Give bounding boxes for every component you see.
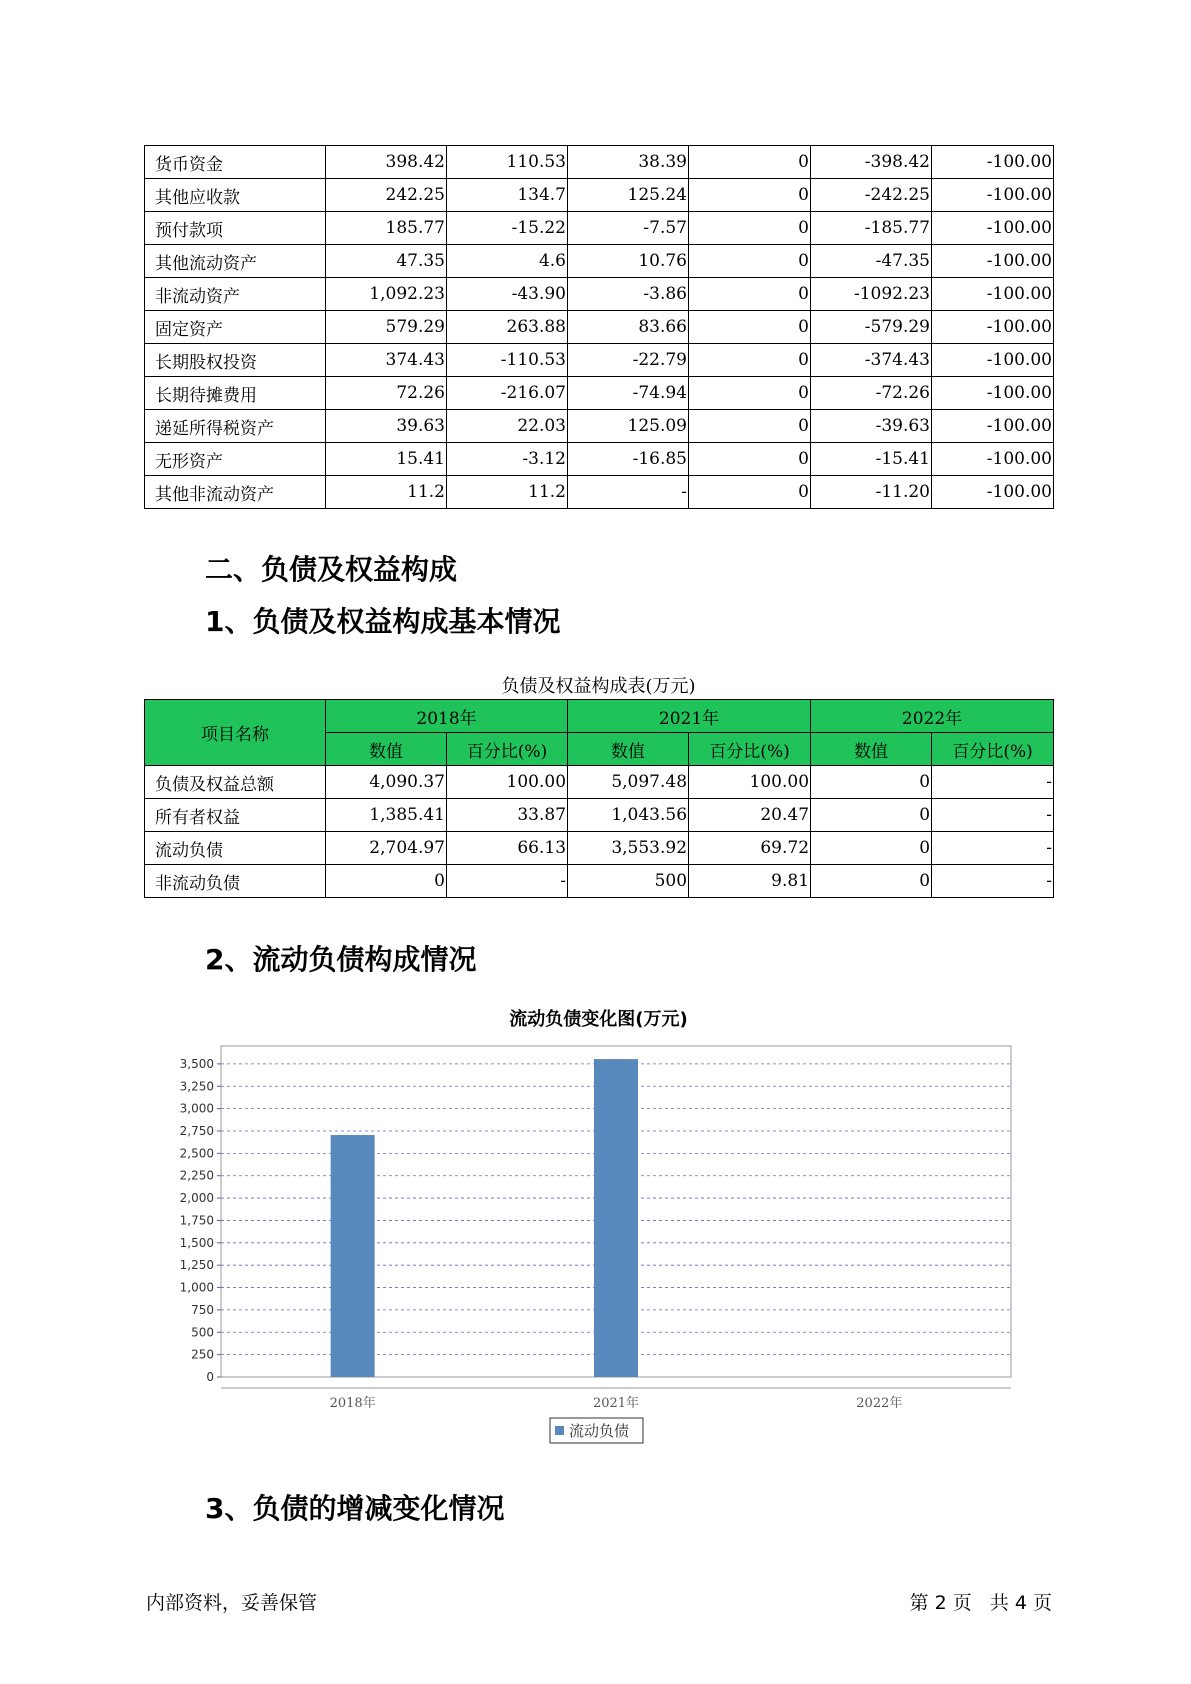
row-label: 其他流动资产: [145, 245, 326, 278]
bar-2021年: [594, 1059, 638, 1377]
cell-value: 1,092.23: [326, 278, 447, 311]
cell-value: 0: [689, 278, 811, 311]
cell-value: 185.77: [326, 212, 447, 245]
cell-value: -3.12: [447, 443, 568, 476]
cell-value: 0: [811, 865, 932, 898]
cell-value: 263.88: [447, 311, 568, 344]
cell-value: 5,097.48: [568, 766, 689, 799]
cell-value: -100.00: [932, 377, 1054, 410]
row-label: 流动负债: [145, 832, 326, 865]
cell-value: 10.76: [568, 245, 689, 278]
header-item-name: 项目名称: [145, 700, 326, 766]
cell-value: 100.00: [447, 766, 568, 799]
row-label: 负债及权益总额: [145, 766, 326, 799]
cell-value: -72.26: [811, 377, 932, 410]
cell-value: -100.00: [932, 278, 1054, 311]
cell-value: 0: [689, 410, 811, 443]
cell-value: -579.29: [811, 311, 932, 344]
cell-value: 39.63: [326, 410, 447, 443]
cell-value: 100.00: [689, 766, 811, 799]
cell-value: 579.29: [326, 311, 447, 344]
x-tick-label: 2021年: [592, 1396, 640, 1411]
cell-value: 1,043.56: [568, 799, 689, 832]
cell-value: -1092.23: [811, 278, 932, 311]
y-tick-label: 500: [191, 1325, 214, 1340]
legend-swatch: [555, 1426, 564, 1435]
cell-value: -11.20: [811, 476, 932, 509]
y-tick-label: 2,500: [179, 1146, 214, 1161]
row-label: 长期待摊费用: [145, 377, 326, 410]
cell-value: -100.00: [932, 311, 1054, 344]
row-label: 非流动资产: [145, 278, 326, 311]
cell-value: 0: [689, 377, 811, 410]
cell-value: 0: [811, 832, 932, 865]
cell-value: 374.43: [326, 344, 447, 377]
header-year-2022: 2022年: [811, 700, 1054, 733]
cell-value: 11.2: [447, 476, 568, 509]
row-label: 固定资产: [145, 311, 326, 344]
cell-value: 0: [689, 476, 811, 509]
y-tick-label: 3,000: [179, 1101, 214, 1116]
cell-value: 0: [689, 344, 811, 377]
cell-value: 0: [689, 443, 811, 476]
cell-value: 0: [811, 766, 932, 799]
header-year-2021: 2021年: [568, 700, 811, 733]
legend-label: 流动负债: [569, 1422, 630, 1440]
subheading-basic-situation: 1、负债及权益构成基本情况: [205, 605, 561, 638]
cell-value: -100.00: [932, 146, 1054, 179]
header-year-2018: 2018年: [326, 700, 568, 733]
cell-value: 0: [689, 212, 811, 245]
cell-value: 134.7: [447, 179, 568, 212]
y-tick-label: 1,250: [179, 1258, 214, 1273]
y-tick-label: 250: [191, 1347, 214, 1362]
cell-value: -16.85: [568, 443, 689, 476]
cell-value: -100.00: [932, 245, 1054, 278]
cell-value: -242.25: [811, 179, 932, 212]
cell-value: -110.53: [447, 344, 568, 377]
cell-value: 0: [811, 799, 932, 832]
cell-value: 110.53: [447, 146, 568, 179]
cell-value: 0: [689, 245, 811, 278]
cell-value: 398.42: [326, 146, 447, 179]
subheading-current-liabilities: 2、流动负债构成情况: [205, 943, 477, 976]
cell-value: -100.00: [932, 344, 1054, 377]
cell-value: -100.00: [932, 443, 1054, 476]
header-percent: 百分比(%): [932, 733, 1054, 766]
cell-value: 22.03: [447, 410, 568, 443]
y-tick-label: 1,500: [179, 1235, 214, 1250]
cell-value: 11.2: [326, 476, 447, 509]
cell-value: -47.35: [811, 245, 932, 278]
cell-value: -100.00: [932, 212, 1054, 245]
cell-value: -: [932, 766, 1054, 799]
y-tick-label: 3,250: [179, 1079, 214, 1094]
cell-value: 33.87: [447, 799, 568, 832]
cell-value: -100.00: [932, 476, 1054, 509]
cell-value: -22.79: [568, 344, 689, 377]
cell-value: 20.47: [689, 799, 811, 832]
cell-value: 500: [568, 865, 689, 898]
y-tick-label: 750: [191, 1302, 214, 1317]
cell-value: 4.6: [447, 245, 568, 278]
cell-value: 72.26: [326, 377, 447, 410]
header-percent: 百分比(%): [689, 733, 811, 766]
cell-value: 0: [689, 179, 811, 212]
cell-value: -74.94: [568, 377, 689, 410]
cell-value: -7.57: [568, 212, 689, 245]
cell-value: -100.00: [932, 410, 1054, 443]
cell-value: 0: [689, 146, 811, 179]
footer-page-number: 第 2 页 共 4 页: [909, 1592, 1052, 1614]
row-label: 长期股权投资: [145, 344, 326, 377]
cell-value: 83.66: [568, 311, 689, 344]
cell-value: -398.42: [811, 146, 932, 179]
y-tick-label: 2,750: [179, 1123, 214, 1138]
header-percent: 百分比(%): [447, 733, 568, 766]
cell-value: -100.00: [932, 179, 1054, 212]
row-label: 其他非流动资产: [145, 476, 326, 509]
cell-value: -39.63: [811, 410, 932, 443]
cell-value: -15.22: [447, 212, 568, 245]
cell-value: 0: [689, 311, 811, 344]
y-tick-label: 1,750: [179, 1213, 214, 1228]
y-tick-label: 2,250: [179, 1168, 214, 1183]
header-value: 数值: [568, 733, 689, 766]
cell-value: 2,704.97: [326, 832, 447, 865]
cell-value: -: [447, 865, 568, 898]
row-label: 递延所得税资产: [145, 410, 326, 443]
cell-value: -3.86: [568, 278, 689, 311]
cell-value: 66.13: [447, 832, 568, 865]
cell-value: -374.43: [811, 344, 932, 377]
cell-value: -: [932, 799, 1054, 832]
cell-value: -15.41: [811, 443, 932, 476]
y-tick-label: 2,000: [179, 1191, 214, 1206]
subheading-liability-change: 3、负债的增减变化情况: [205, 1492, 505, 1525]
header-value: 数值: [811, 733, 932, 766]
y-tick-label: 1,000: [179, 1280, 214, 1295]
cell-value: -216.07: [447, 377, 568, 410]
x-tick-label: 2022年: [856, 1396, 903, 1411]
row-label: 非流动负债: [145, 865, 326, 898]
bar-2018年: [331, 1135, 375, 1377]
cell-value: 1,385.41: [326, 799, 447, 832]
chart-title: 流动负债变化图(万元): [509, 1009, 688, 1030]
footer-confidential: 内部资料，妥善保管: [146, 1592, 318, 1614]
cell-value: 3,553.92: [568, 832, 689, 865]
header-value: 数值: [326, 733, 447, 766]
cell-value: 125.24: [568, 179, 689, 212]
cell-value: 9.81: [689, 865, 811, 898]
cell-value: -: [932, 832, 1054, 865]
section-heading-liabilities: 二、负债及权益构成: [205, 553, 458, 586]
cell-value: 69.72: [689, 832, 811, 865]
cell-value: 15.41: [326, 443, 447, 476]
cell-value: 4,090.37: [326, 766, 447, 799]
cell-value: 38.39: [568, 146, 689, 179]
cell-value: -43.90: [447, 278, 568, 311]
cell-value: 47.35: [326, 245, 447, 278]
cell-value: 0: [326, 865, 447, 898]
row-label: 所有者权益: [145, 799, 326, 832]
row-label: 无形资产: [145, 443, 326, 476]
y-tick-label: 0: [206, 1370, 214, 1384]
y-tick-label: 3,500: [179, 1056, 214, 1071]
x-tick-label: 2018年: [329, 1396, 376, 1411]
cell-value: -185.77: [811, 212, 932, 245]
cell-value: -: [568, 476, 689, 509]
row-label: 预付款项: [145, 212, 326, 245]
cell-value: 242.25: [326, 179, 447, 212]
cell-value: 125.09: [568, 410, 689, 443]
table-caption: 负债及权益构成表(万元): [501, 676, 696, 697]
row-label: 货币资金: [145, 146, 326, 179]
cell-value: -: [932, 865, 1054, 898]
row-label: 其他应收款: [145, 179, 326, 212]
